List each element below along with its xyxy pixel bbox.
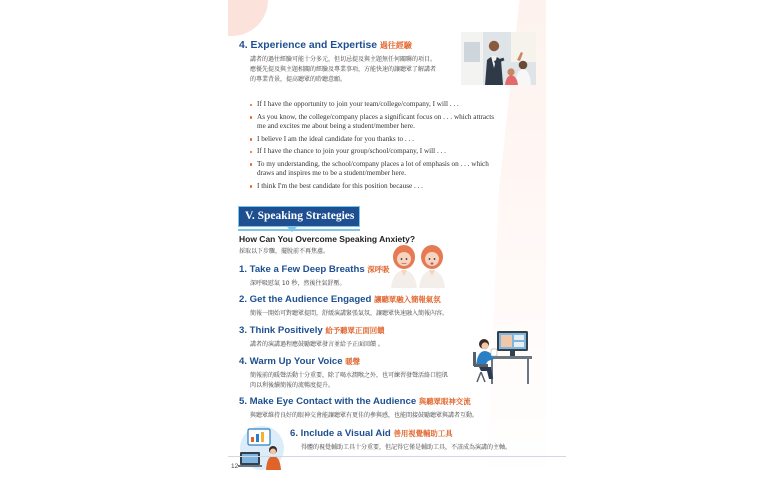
section-4-heading [239, 40, 412, 51]
step-3-description: 講者的演講過程應鼓勵聽眾發言並給予正面回饋 。 [250, 341, 384, 348]
step-6-heading [290, 428, 453, 439]
step-2-heading [239, 294, 441, 305]
step-5-heading [239, 396, 471, 407]
list-item-text: I think I'm the best candidate for this position because . . . [257, 181, 423, 190]
section-4-heading-zh: 過往經驗 [379, 41, 412, 50]
step-heading-zh: 暖聲 [345, 357, 361, 366]
step-4-heading [239, 356, 360, 367]
visual-aid-illustration-icon [236, 424, 288, 470]
step-heading-zh: 讓聽眾融入簡報氣氛 [374, 295, 441, 304]
section-4-paragraph-line: 的專業背景，提高聽眾的聆聽意願。 [250, 76, 347, 83]
section-4-heading-en: 4. Experience and Expertise [239, 40, 378, 51]
subheading: How Can You Overcome Speaking Anxiety? [239, 234, 416, 244]
step-heading-en: 3. Think Positively [239, 325, 323, 336]
section-4-paragraph-line: 講者的過往經驗可能十分多元，但切忌提及與主題無任何關聯的項目。 [250, 56, 437, 63]
list-item-text: draws and inspires me to be a student/member here. [257, 169, 407, 178]
step-4-description: 簡報前的暖聲活動十分重要，除了喝水潤喉之外，也可練習發聲活絡口腔肌 [250, 372, 449, 379]
list-item [249, 135, 539, 144]
step-1-heading [239, 264, 390, 275]
step-heading-zh: 給予聽眾正面回饋 [325, 326, 385, 335]
list-item [249, 160, 539, 179]
step-heading-en: 5. Make Eye Contact with the Audience [239, 396, 417, 407]
list-item-text: If I have the opportunity to join your team/college/company, I will . . . [257, 100, 459, 108]
step-heading-en: 4. Warm Up Your Voice [239, 356, 343, 367]
list-item [249, 147, 539, 156]
banner-notch [287, 227, 297, 232]
step-heading-zh: 深呼吸 [367, 265, 390, 274]
list-item-text: As you know, the college/company places a significant focus on . . . which attracts [257, 112, 495, 121]
step-3-heading [239, 325, 385, 336]
list-item [249, 100, 539, 109]
list-item-text: If I have the chance to join your group/school/company, I will . . . [257, 147, 446, 156]
page-number: 12 [231, 463, 239, 470]
step-5-description: 與聽眾維持良好的眼神交會能讓聽眾有更佳的參與感，也能間接鼓勵聽眾與講者互動。 [250, 412, 479, 419]
section-banner-title: V. Speaking Strategies [245, 210, 355, 222]
list-item-text: I believe I am the ideal candidate for you thanks to . . . [257, 134, 414, 143]
example-sentences-list [249, 100, 539, 194]
presenter-photo-icon [461, 32, 536, 85]
footer-rule [228, 456, 566, 457]
banner-underline [238, 229, 360, 231]
intro-text: 採取以下步驟，擺脫前不再焦慮。 [239, 248, 330, 255]
list-item-text: To my understanding, the school/company places a lot of emphasis on . . . which [257, 159, 489, 168]
list-item [249, 182, 539, 191]
list-item-text: me and excites me about being a student/member here. [257, 122, 415, 130]
step-2-description: 簡報一開始可對聽眾提問，舒緩演講緊張氣氛，讓聽眾快速融入簡報內容。 [250, 310, 449, 317]
step-4-description-cont: 肉以利後續簡報的流暢度提升。 [250, 382, 335, 389]
desk-computer-illustration-icon [471, 327, 533, 387]
section-banner [238, 206, 360, 227]
step-heading-zh: 善用視覺輔助工具 [393, 429, 453, 438]
step-heading-en: 6. Include a Visual Aid [290, 428, 391, 439]
step-1-description: 深呼吸慰氣 10 秒，然後往氣舒壓。 [250, 280, 346, 287]
section-4-paragraph-line: 應優先提及與主題相關的經驗及專業事項，方能快速的讓聽眾了解講者 [250, 66, 437, 73]
step-heading-en: 2. Get the Audience Engaged [239, 294, 372, 305]
list-item [249, 113, 539, 132]
two-women-illustration-icon [388, 243, 450, 288]
step-6-description: 得體的視覺輔助工具十分重要，但記得它僅是輔助工具，不該成為演講的主軸。 [301, 444, 512, 451]
step-heading-en: 1. Take a Few Deep Breaths [239, 264, 365, 275]
step-heading-zh: 與聽眾眼神交流 [418, 397, 471, 406]
